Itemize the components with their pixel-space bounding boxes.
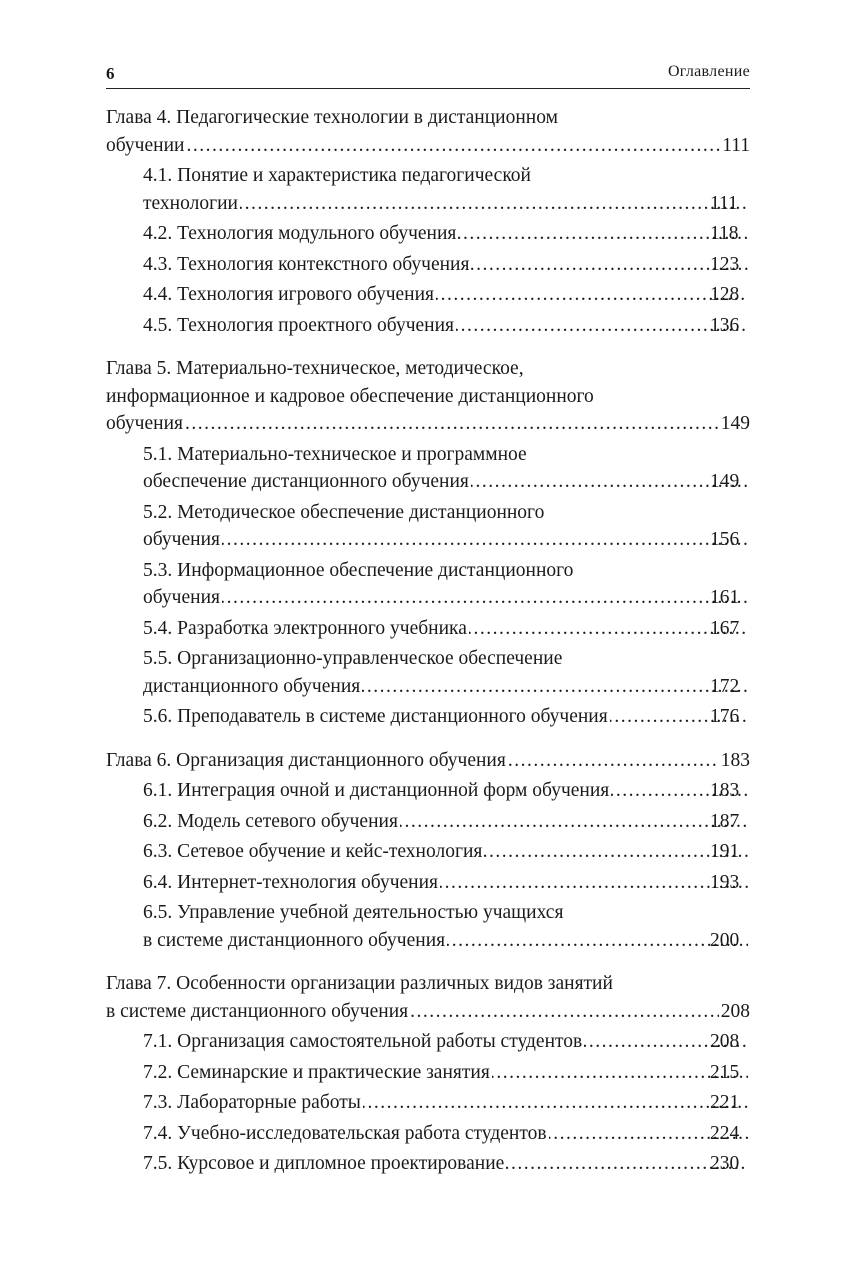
chapter-title-line: Глава 7. Особенности организации различных видов занятий <box>106 973 613 994</box>
dot-leader <box>240 190 748 218</box>
chapter-entry <box>106 355 750 438</box>
section-entry <box>106 281 750 309</box>
page-ref: 208 <box>720 1000 750 1022</box>
section-number: 4.2. <box>143 223 173 244</box>
section-number: 6.3. <box>143 841 173 862</box>
section-number: 5.4. <box>143 617 173 639</box>
section-title: в системе дистанционного обучения <box>143 929 446 951</box>
section-title: обеспечение дистанционного обучения <box>143 471 469 492</box>
page <box>106 60 750 1194</box>
toc-chapter <box>106 970 750 1178</box>
section-leader-line: обучения ..... 161 <box>183 584 750 612</box>
section-title: Технология игрового обучения <box>177 284 435 305</box>
section-entry <box>106 615 750 643</box>
section-title: Технология проектного обучения <box>177 314 455 336</box>
section-entry <box>106 777 750 805</box>
section-entry <box>106 499 750 554</box>
section-leader-line: 7.2. Семинарские и практические занятия ..... 215 <box>183 1059 750 1087</box>
dot-leader <box>440 869 748 897</box>
section-title-line: Управление учебной деятельностью учащихся <box>177 902 564 923</box>
section-entry <box>106 869 750 897</box>
section-leader-line: 7.4. Учебно-исследовательская работа студентов ..... 224 <box>183 1120 750 1148</box>
section-number: 6.1. <box>143 780 173 801</box>
dot-leader <box>471 468 748 496</box>
section-number: 5.5. <box>143 648 173 669</box>
chapter-leader-line <box>106 998 750 1026</box>
section-leader-line: дистанционного обучения ..... 172 <box>183 673 750 701</box>
section-leader-line: 6.3. Сетевое обучение и кейс-технология ..... 191 <box>183 838 750 866</box>
page-header <box>106 60 750 89</box>
section-title: Организация самостоятельной работы студентов <box>177 1031 583 1052</box>
section-leader-line: технологии ..... 111 <box>183 190 750 218</box>
section-leader-line: 7.1. Организация самостоятельной работы студентов ..... 208 <box>183 1028 750 1056</box>
section-title-line: Организационно-управленческое обеспечение <box>177 648 563 669</box>
dot-leader <box>436 281 748 309</box>
section-entry <box>106 1120 750 1148</box>
chapter-entry <box>106 970 750 1025</box>
section-entry <box>106 441 750 496</box>
section-number: 6.5. <box>143 902 173 923</box>
dot-leader <box>362 673 748 701</box>
section-leader-line: 6.2. Модель сетевого обучения ..... 187 <box>183 808 750 836</box>
toc-chapter <box>106 355 750 731</box>
section-number: 7.4. <box>143 1122 173 1144</box>
section-leader-line: в системе дистанционного обучения ..... 200 <box>183 927 750 955</box>
section-entry <box>106 899 750 954</box>
section-number: 6.4. <box>143 871 173 893</box>
page-ref: 111 <box>722 134 750 156</box>
section-leader-line: 7.5. Курсовое и дипломное проектирование ..... 230 <box>183 1150 750 1178</box>
page-number: 6 <box>106 64 115 83</box>
section-entry <box>106 645 750 700</box>
section-title: обучения <box>143 587 220 608</box>
section-title: дистанционного обучения <box>143 675 361 697</box>
section-title: Технология модульного обучения <box>177 223 457 244</box>
page-ref: 149 <box>720 413 750 434</box>
chapter-title: обучении <box>106 134 185 156</box>
running-title: Оглавление <box>667 63 750 80</box>
section-leader-line: обеспечение дистанционного обучения ..... 149 <box>183 468 750 496</box>
dot-leader <box>458 220 748 248</box>
chapter-entry <box>106 747 750 775</box>
section-title: Преподаватель в системе дистанционного обучения <box>177 706 608 727</box>
section-leader-line: обучения ..... 156 <box>183 526 750 554</box>
section-number: 5.1. <box>143 443 173 465</box>
section-title: Технология контекстного обучения <box>177 253 470 275</box>
section-number: 4.5. <box>143 314 173 336</box>
section-title: Сетевое обучение и кейс-технология <box>177 841 483 862</box>
section-entry <box>106 1150 750 1178</box>
toc-chapter <box>106 104 750 339</box>
section-title: Разработка электронного учебника <box>177 617 467 639</box>
chapter-title: Глава 6. Организация дистанционного обучения <box>106 749 506 771</box>
dot-leader <box>222 526 748 554</box>
section-leader-line: 4.3. Технология контекстного обучения ..... 123 <box>183 251 750 279</box>
dot-leader <box>410 998 719 1026</box>
section-number: 7.1. <box>143 1031 173 1052</box>
dot-leader <box>469 615 748 643</box>
section-entry <box>106 1059 750 1087</box>
section-number: 7.5. <box>143 1153 173 1174</box>
chapter-title: в системе дистанционного обучения <box>106 1000 409 1022</box>
dot-leader <box>185 410 719 438</box>
section-number: 5.2. <box>143 501 173 523</box>
section-number: 7.3. <box>143 1092 173 1113</box>
toc-chapter <box>106 747 750 955</box>
chapter-title-line: Глава 4. Педагогические технологии в дистанционном <box>106 107 558 128</box>
dot-leader <box>363 1089 748 1117</box>
dot-leader <box>400 808 748 836</box>
section-leader-line: 7.3. Лабораторные работы ..... 221 <box>183 1089 750 1117</box>
section-number: 4.3. <box>143 253 173 275</box>
section-title: Интернет-технология обучения <box>177 871 439 893</box>
section-title-line: Методическое обеспечение дистанционного <box>177 501 545 523</box>
dot-leader <box>471 251 748 279</box>
dot-leader <box>508 747 719 775</box>
section-title: Интеграция очной и дистанционной форм обучения <box>177 780 610 801</box>
chapter-leader-line <box>106 410 750 438</box>
section-entry <box>106 808 750 836</box>
section-number: 7.2. <box>143 1061 173 1083</box>
chapter-title-line: Глава 5. Материально-техническое, методическое, <box>106 358 524 379</box>
section-title: Модель сетевого обучения <box>177 810 398 832</box>
dot-leader <box>222 584 748 612</box>
chapter-title-line: информационное и кадровое обеспечение дистанционного <box>106 385 594 407</box>
section-leader-line: 4.5. Технология проектного обучения ..... 136 <box>183 312 750 340</box>
section-title-line: Информационное обеспечение дистанционного <box>177 559 574 581</box>
dot-leader <box>484 838 748 866</box>
page-ref: 183 <box>720 749 750 771</box>
chapter-title: обучения <box>106 413 183 434</box>
section-entry <box>106 162 750 217</box>
section-entry <box>106 703 750 731</box>
section-entry <box>106 557 750 612</box>
chapter-entry <box>106 104 750 159</box>
table-of-contents <box>106 104 750 1178</box>
section-number: 4.4. <box>143 284 173 305</box>
section-number: 4.1. <box>143 165 173 186</box>
section-number: 5.3. <box>143 559 173 581</box>
section-title: Учебно-исследовательская работа студентов <box>177 1122 547 1144</box>
section-leader-line: 5.4. Разработка электронного учебника ..... 167 <box>183 615 750 643</box>
section-leader-line: 4.2. Технология модульного обучения ..... 118 <box>183 220 750 248</box>
dot-leader <box>447 927 748 955</box>
chapter-leader-line <box>106 747 750 775</box>
section-title: технологии <box>143 192 238 214</box>
section-entry <box>106 251 750 279</box>
dot-leader <box>456 312 748 340</box>
section-title: обучения <box>143 529 220 550</box>
section-entry <box>106 220 750 248</box>
section-number: 6.2. <box>143 810 173 832</box>
section-number: 5.6. <box>143 706 173 727</box>
section-entry <box>106 1089 750 1117</box>
section-entry <box>106 1028 750 1056</box>
section-leader-line: 5.6. Преподаватель в системе дистанционного обучения ..... 176 <box>183 703 750 731</box>
dot-leader <box>186 132 720 160</box>
section-leader-line: 6.1. Интеграция очной и дистанционной форм обучения ..... 183 <box>183 777 750 805</box>
section-entry <box>106 838 750 866</box>
section-leader-line: 6.4. Интернет-технология обучения ..... 193 <box>183 869 750 897</box>
section-title-line: Материально-техническое и программное <box>177 443 527 465</box>
section-title: Лабораторные работы <box>177 1092 361 1113</box>
section-entry <box>106 312 750 340</box>
section-title-line: Понятие и характеристика педагогической <box>177 165 531 186</box>
section-title: Курсовое и дипломное проектирование <box>177 1153 505 1174</box>
section-title: Семинарские и практические занятия <box>177 1061 490 1083</box>
section-leader-line: 4.4. Технология игрового обучения ..... 128 <box>183 281 750 309</box>
chapter-leader-line <box>106 132 750 160</box>
